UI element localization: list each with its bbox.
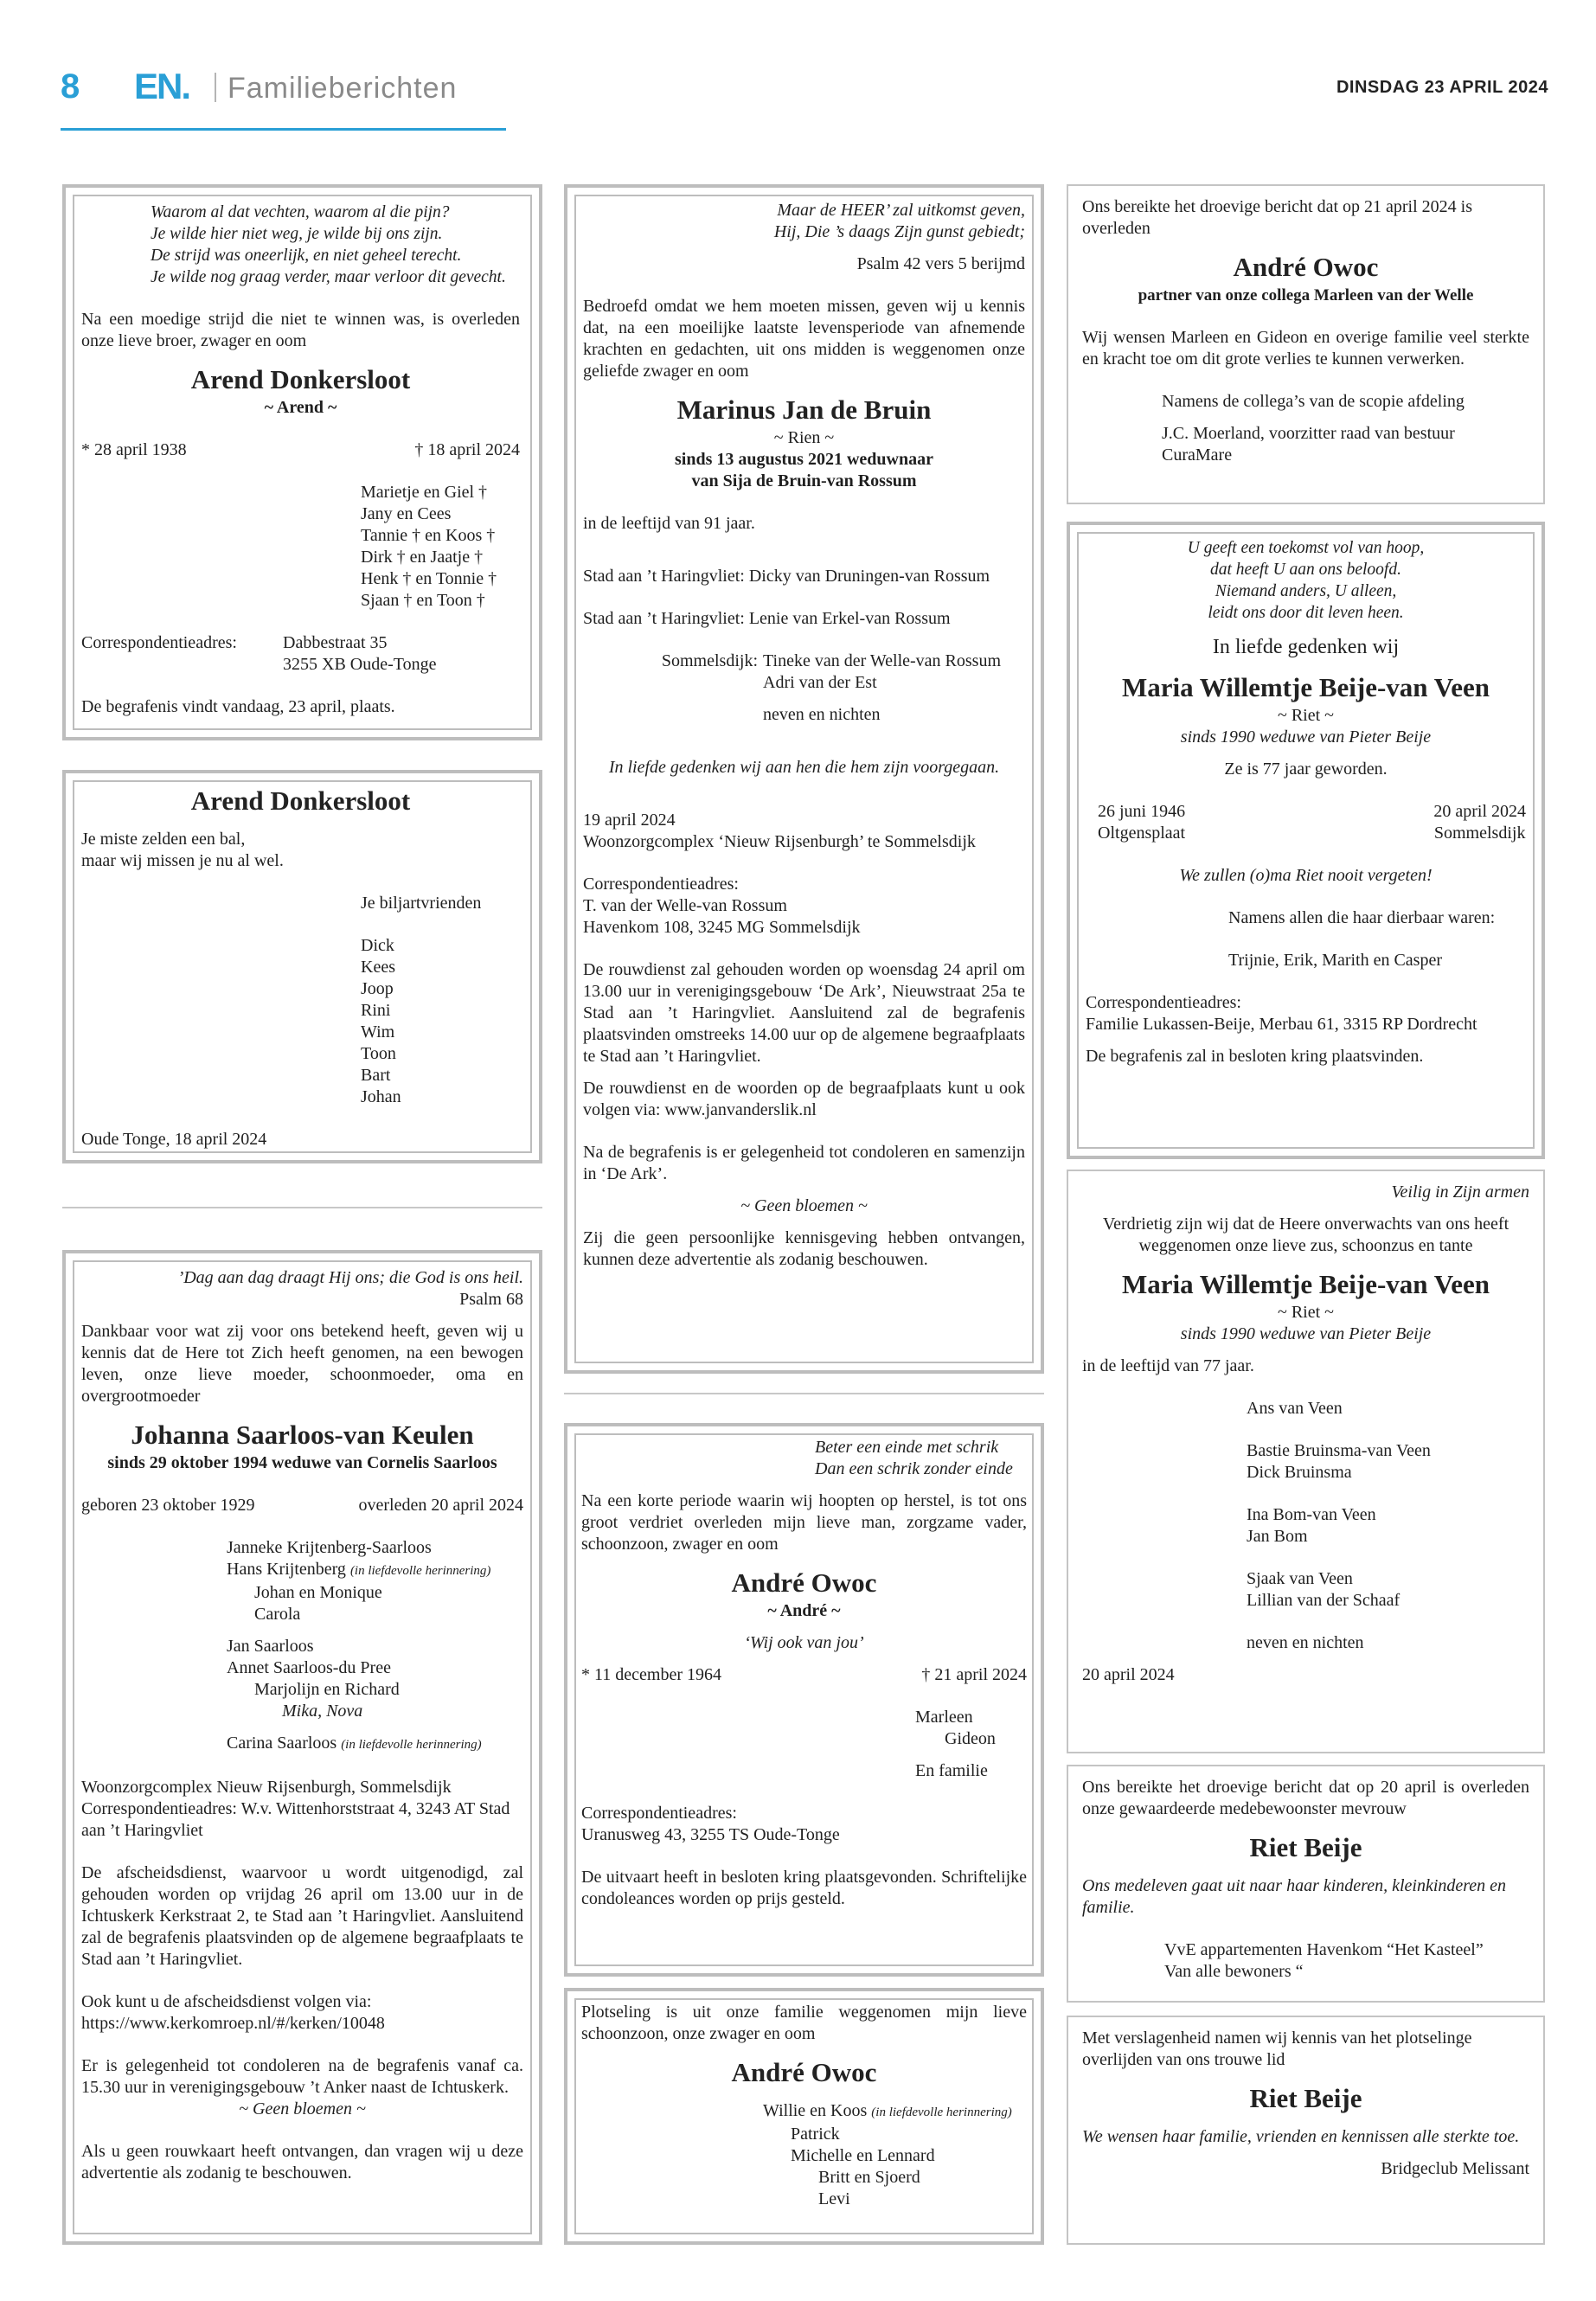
correspondence-label: Correspondentieadres:	[581, 1804, 737, 1823]
online-label: Ook kunt u de afscheidsdienst volgen via:	[81, 1992, 372, 2011]
notice-intro: Na een moedige strijd die niet te winnen was, is overleden onze lieve broer, zwager en oom	[81, 310, 520, 350]
correspondence-city: 3255 XB Oude-Tonge	[283, 655, 437, 674]
deceased-nickname: ~ Rien ~	[773, 428, 835, 447]
family-member: Jany en Cees	[361, 504, 452, 523]
death-date: † 21 april 2024	[921, 1665, 1027, 1684]
memory-line: In liefde gedenken wij	[1212, 636, 1400, 658]
poem-line: Waarom al dat vechten, waarom al die pijn?	[151, 203, 450, 221]
death-date: † 18 april 2024	[414, 440, 520, 459]
notice-marinus-de-bruin	[564, 184, 1044, 1374]
bible-quote: ’Dag aan dag draagt Hij ons; die God is ons heil.	[177, 1268, 523, 1287]
family-member: Bastie Bruinsma-van Veen	[1247, 1441, 1431, 1460]
notice-andre-owoc-colleagues	[1067, 184, 1545, 504]
organization: CuraMare	[1162, 445, 1233, 465]
family-member: Ans van Veen	[1247, 1399, 1343, 1418]
family-place: Sommelsdijk:	[661, 651, 758, 670]
friend-name: Wim	[361, 1022, 395, 1042]
correspondence-label: Correspondentieadres:	[583, 875, 739, 894]
correspondence-label: Correspondentieadres:	[1086, 993, 1241, 1012]
notice-arend-family	[62, 184, 542, 740]
friend-name: Dick	[361, 936, 394, 955]
notice-intro: Ons bereikte het droevige bericht dat op 20 april is overleden onze gewaardeerde medebewoonster mevrouw	[1082, 1778, 1529, 1818]
newspaper-logo[interactable]: EN.	[134, 66, 190, 106]
widow-info: sinds 1990 weduwe van Pieter Beije	[1180, 727, 1432, 747]
friend-name: Rini	[361, 1001, 391, 1020]
family-member: Annet Saarloos-du Pree	[227, 1658, 391, 1677]
age-info: in de leeftijd van 77 jaar.	[1082, 1356, 1254, 1375]
family-member: Carina Saarloos	[227, 1734, 337, 1753]
place-date: Oude Tonge, 18 april 2024	[81, 1130, 267, 1149]
sender-group: Je biljartvrienden	[361, 894, 482, 913]
motto: We zullen (o)ma Riet nooit vergeten!	[1179, 866, 1433, 885]
family-member: Dicky van Druningen-van Rossum	[748, 567, 990, 586]
deceased-name: André Owoc	[1233, 252, 1379, 282]
sender: Bridgeclub Melissant	[1381, 2159, 1529, 2178]
condolence-wish: We wensen haar familie, vrienden en kennissen alle sterkte toe.	[1082, 2127, 1520, 2146]
widower-info: sinds 13 augustus 2021 weduwnaar	[675, 450, 933, 469]
notice-intro: Na een korte periode waarin wij hoopten op herstel, is tot ons groot verdriet overleden mijn lieve man, zorgzame vader, schoonzoon, zwager en oom	[581, 1491, 1027, 1554]
notice-intro: Ons bereikte het droevige bericht dat op 21 april 2024 is overleden	[1082, 197, 1472, 238]
memorial-note: (in liefdevolle herinnering)	[349, 1564, 491, 1578]
deceased-name: Johanna Saarloos-van Keulen	[131, 1420, 474, 1450]
family-member: Adri van der Est	[763, 673, 877, 692]
friend-name: Joop	[361, 979, 394, 998]
family-member: Dick Bruinsma	[1247, 1463, 1352, 1482]
family-member: Lillian van der Schaaf	[1247, 1591, 1401, 1610]
family-member: Jan Saarloos	[227, 1637, 314, 1656]
verse-line: maar wij missen je nu al wel.	[81, 851, 284, 870]
closing-note: Zij die geen persoonlijke kennisgeving hebben ontvangen, kunnen deze advertentie als zodanig beschouwen.	[583, 1228, 1025, 1269]
bible-quote: Veilig in Zijn armen	[1391, 1183, 1529, 1202]
signatory: J.C. Moerland, voorzitter raad van bestuur	[1162, 424, 1455, 443]
residence: Woonzorgcomplex Nieuw Rijsenburgh, Sommelsdijk	[81, 1778, 452, 1797]
deceased-name: Arend Donkersloot	[190, 785, 411, 816]
family-member: Michelle en Lennard	[791, 2146, 935, 2165]
poem-line: leidt ons door dit leven heen.	[1208, 604, 1404, 622]
no-flowers: ~ Geen bloemen ~	[740, 1196, 868, 1215]
condolence-info: Na de begrafenis is er gelegenheid tot condoleren en samenzijn in ‘De Ark’.	[583, 1143, 1025, 1183]
family-member: Jan Bom	[1247, 1527, 1308, 1546]
family-member: Henk † en Tonnie †	[361, 569, 497, 588]
family-member: Britt en Sjoerd	[818, 2168, 920, 2187]
poem-line: Je wilde nog graag verder, maar verloor dit gevecht.	[151, 268, 506, 286]
correspondence-address: Havenkom 108, 3245 MG Sommelsdijk	[583, 918, 861, 937]
birth-date: geboren 23 oktober 1929	[81, 1496, 255, 1515]
family-place: Stad aan ’t Haringvliet:	[583, 567, 745, 586]
no-flowers: ~ Geen bloemen ~	[239, 2099, 366, 2118]
family-member: Johan en Monique	[254, 1583, 382, 1602]
deceased-nickname: ~ André ~	[767, 1601, 841, 1620]
family-member: Willie en Koos	[763, 2101, 868, 2120]
family-names: Trijnie, Erik, Marith en Casper	[1228, 951, 1443, 970]
age-info: Ze is 77 jaar geworden.	[1224, 760, 1388, 779]
family-member: Sjaan † en Toon †	[361, 591, 485, 610]
family-member: neven en nichten	[763, 705, 881, 724]
widow-info: sinds 29 oktober 1994 weduwe van Cornelis Saarloos	[107, 1453, 497, 1472]
column-divider	[564, 1393, 1044, 1394]
deceased-name: André Owoc	[731, 2057, 877, 2087]
service-info: De afscheidsdienst, waarvoor u wordt uitgenodigd, zal gehouden worden op vrijdag 26 april om 13.00 uur in de Ichtuskerk Kerkstraat 2, te Stad aan ’t Haringvliet. Aansluitend zal de begrafenis plaatsvinden op de algemene begraafplaats te Stad aan ’t Haringvliet.	[81, 1863, 523, 1969]
family-place: Stad aan ’t Haringvliet:	[583, 609, 745, 628]
family-member: Marleen	[915, 1708, 973, 1727]
family-member: Tannie † en Koos †	[361, 526, 496, 545]
family-member: Dirk † en Jaatje †	[361, 548, 484, 567]
poem-line: Je wilde hier niet weg, je wilde bij ons zijn.	[151, 225, 443, 243]
correspondence-label: Correspondentieadres:	[81, 633, 237, 652]
issue-date: DINSDAG 23 APRIL 2024	[1336, 78, 1548, 97]
memorial-note: (in liefdevolle herinnering)	[871, 2106, 1012, 2119]
deceased-name: André Owoc	[731, 1567, 877, 1598]
notice-intro: Met verslagenheid namen wij kennis van het plotselinge overlijden van ons trouwe lid	[1082, 2029, 1472, 2069]
notice-arend-billiards	[62, 770, 542, 1163]
age-info: in de leeftijd van 91 jaar.	[583, 514, 755, 533]
poem-line: dat heeft U aan ons beloofd.	[1210, 561, 1401, 579]
closing-note: De uitvaart heeft in besloten kring plaatsgevonden. Schriftelijke condoleances worden op prijs gesteld.	[581, 1868, 1027, 1908]
quote-line: Dan een schrik zonder einde	[815, 1459, 1013, 1478]
deceased-nickname: ~ Riet ~	[1278, 1303, 1334, 1322]
family-member: Carola	[254, 1605, 301, 1624]
death-location: Woonzorgcomplex ‘Nieuw Rijsenburgh’ te Sommelsdijk	[583, 832, 976, 851]
condolence-wish: Wij wensen Marleen en Gideon en overige familie veel sterkte en kracht toe om dit grote verlies te kunnen verwerken.	[1082, 328, 1529, 369]
page-number: 8	[61, 67, 80, 106]
deceased-name: Marinus Jan de Bruin	[676, 394, 932, 425]
deceased-nickname: ~ Arend ~	[264, 398, 337, 417]
correspondence-street: Dabbestraat 35	[283, 633, 388, 652]
notice-intro: Verdrietig zijn wij dat de Heere onverwachts van ons heeft weggenomen onze lieve zus, schoonzus en tante	[1102, 1215, 1509, 1255]
memorial-note: (in liefdevolle herinnering)	[341, 1738, 482, 1752]
motto: ‘Wij ook van jou’	[744, 1633, 864, 1652]
deceased-name: Maria Willemtje Beije-van Veen	[1121, 1269, 1490, 1299]
family-member: Lenie van Erkel-van Rossum	[748, 609, 951, 628]
family-member: Sjaak van Veen	[1247, 1569, 1353, 1588]
funeral-info: De begrafenis vindt vandaag, 23 april, plaats.	[81, 697, 395, 716]
family-member: En familie	[915, 1761, 988, 1780]
birth-date: 26 juni 1946	[1098, 802, 1186, 821]
death-date: 20 april 2024	[1433, 802, 1526, 821]
friend-name: Johan	[361, 1087, 401, 1106]
deceased-name: Maria Willemtje Beije-van Veen	[1121, 672, 1490, 702]
poem-line: De strijd was oneerlijk, en niet geheel terecht.	[151, 247, 462, 265]
deceased-name: Riet Beije	[1249, 1832, 1362, 1862]
correspondence-address: Uranusweg 43, 3255 TS Oude-Tonge	[581, 1825, 840, 1844]
verse-line: Je miste zelden een bal,	[81, 830, 246, 849]
family-member: Ina Bom-van Veen	[1247, 1505, 1376, 1524]
notice-date: 20 april 2024	[1082, 1665, 1175, 1684]
correspondence-address: Correspondentieadres: W.v. Wittenhorststraat 4, 3243 AT Stad aan ’t Haringvliet	[81, 1799, 510, 1840]
quote-line: Beter een einde met schrik	[815, 1438, 999, 1457]
death-date: overleden 20 april 2024	[358, 1496, 523, 1515]
family-member: Patrick	[791, 2125, 840, 2144]
correspondence-address: Familie Lukassen-Beije, Merbau 61, 3315 RP Dordrecht	[1086, 1015, 1477, 1034]
notice-maria-beije-family	[1067, 522, 1545, 1159]
notice-johanna-saarloos	[62, 1250, 542, 2245]
memory-line: In liefde gedenken wij aan hen die hem zijn voorgegaan.	[608, 758, 1000, 777]
notice-riet-beije-vve	[1067, 1765, 1545, 2003]
friend-name: Toon	[361, 1044, 396, 1063]
header-accent-line	[61, 128, 506, 131]
condolence-info: Er is gelegenheid tot condoleren na de begrafenis vanaf ca. 15.30 uur in verenigingsgebouw ’t Anker naast de Ichtuskerk.	[81, 2056, 523, 2097]
notice-riet-beije-bridgeclub	[1067, 2016, 1545, 2245]
notice-intro: Plotseling is uit onze familie weggenomen mijn lieve schoonzoon, onze zwager en oom	[581, 2003, 1027, 2043]
family-member: Marietje en Giel †	[361, 483, 488, 502]
notice-andre-owoc-inlaws	[564, 1988, 1044, 2245]
notice-maria-beije-siblings	[1067, 1170, 1545, 1753]
deceased-nickname: ~ Riet ~	[1278, 706, 1334, 725]
column-divider	[62, 1207, 542, 1208]
family-member: Marjolijn en Richard	[254, 1680, 400, 1699]
psalm-ref: Psalm 68	[459, 1290, 523, 1309]
bible-quote: Maar de HEER’ zal uitkomst geven,	[777, 201, 1025, 220]
condolence-wish: Ons medeleven gaat uit naar haar kinderen, kleinkinderen en familie.	[1082, 1876, 1507, 1917]
bible-quote: Hij, Die ’s daags Zijn gunst gebiedt;	[773, 222, 1025, 241]
deceased-name: Arend Donkersloot	[190, 364, 411, 394]
correspondence-name: T. van der Welle-van Rossum	[583, 896, 787, 915]
family-member: Gideon	[945, 1729, 996, 1748]
sender-detail: Van alle bewoners “	[1164, 1962, 1304, 1981]
birth-date: * 11 december 1964	[581, 1665, 721, 1684]
family-member: Tineke van der Welle-van Rossum	[763, 651, 1002, 670]
sender: Namens de collega’s van de scopie afdeling	[1162, 392, 1465, 411]
notice-andre-owoc-family	[564, 1423, 1044, 1977]
relation-info: partner van onze collega Marleen van der Welle	[1138, 286, 1474, 304]
page-header	[61, 61, 1548, 130]
online-info: De rouwdienst en de woorden op de begraafplaats kunt u ook volgen via: www.janvanderslik.nl	[583, 1079, 1025, 1119]
death-date: 19 april 2024	[583, 811, 676, 830]
death-place: Sommelsdijk	[1433, 824, 1526, 843]
section-title: Familieberichten	[228, 72, 458, 105]
sender: VvE appartementen Havenkom “Het Kasteel”	[1164, 1940, 1484, 1959]
notice-intro: Dankbaar voor wat zij voor ons betekend heeft, geven wij u kennis dat de Here tot Zich heeft genomen, na een bewogen leven, onze lieve moeder, schoonmoeder, oma en overgrootmoeder	[81, 1322, 523, 1406]
service-info: De rouwdienst zal gehouden worden op woensdag 24 april om 13.00 uur in verenigingsgebouw ‘De Ark’, Nieuwstraat 25a te Stad aan ’t Haringvliet. Aansluitend zal de begrafenis plaatsvinden omstreeks 14.00 uur op de algemene begraafplaats te Stad aan ’t Haringvliet.	[583, 960, 1025, 1066]
friend-name: Bart	[361, 1066, 391, 1085]
online-link[interactable]: https://www.kerkomroep.nl/#/kerken/10048	[81, 2014, 385, 2033]
family-member: neven en nichten	[1247, 1633, 1364, 1652]
poem-line: U geeft een toekomst vol van hoop,	[1187, 539, 1425, 557]
deceased-name: Riet Beije	[1249, 2083, 1362, 2113]
sender: Namens allen die haar dierbaar waren:	[1228, 908, 1496, 927]
family-member: Hans Krijtenberg	[227, 1560, 346, 1579]
widower-info: van Sija de Bruin-van Rossum	[691, 471, 917, 490]
poem-line: Niemand anders, U alleen,	[1215, 582, 1397, 600]
header-separator	[215, 73, 216, 102]
family-member: Levi	[818, 2189, 850, 2208]
widow-info: sinds 1990 weduwe van Pieter Beije	[1180, 1324, 1432, 1343]
family-member: Mika, Nova	[282, 1702, 363, 1721]
friend-name: Kees	[361, 958, 395, 977]
notice-intro: Bedroefd omdat we hem moeten missen, geven wij u kennis dat, na een moeilijke laatste levensperiode van afnemende krachten en gedachten, uit ons midden is weggenomen onze geliefde zwager en oom	[583, 297, 1025, 381]
birth-date: * 28 april 1938	[81, 440, 187, 459]
birth-place: Oltgensplaat	[1098, 824, 1186, 843]
family-member: Janneke Krijtenberg-Saarloos	[227, 1538, 432, 1557]
psalm-ref: Psalm 42 vers 5 berijmd	[856, 254, 1025, 273]
closing-note: Als u geen rouwkaart heeft ontvangen, dan vragen wij u deze advertentie als zodanig te beschouwen.	[81, 2142, 523, 2182]
closing-note: De begrafenis zal in besloten kring plaatsvinden.	[1086, 1047, 1424, 1066]
